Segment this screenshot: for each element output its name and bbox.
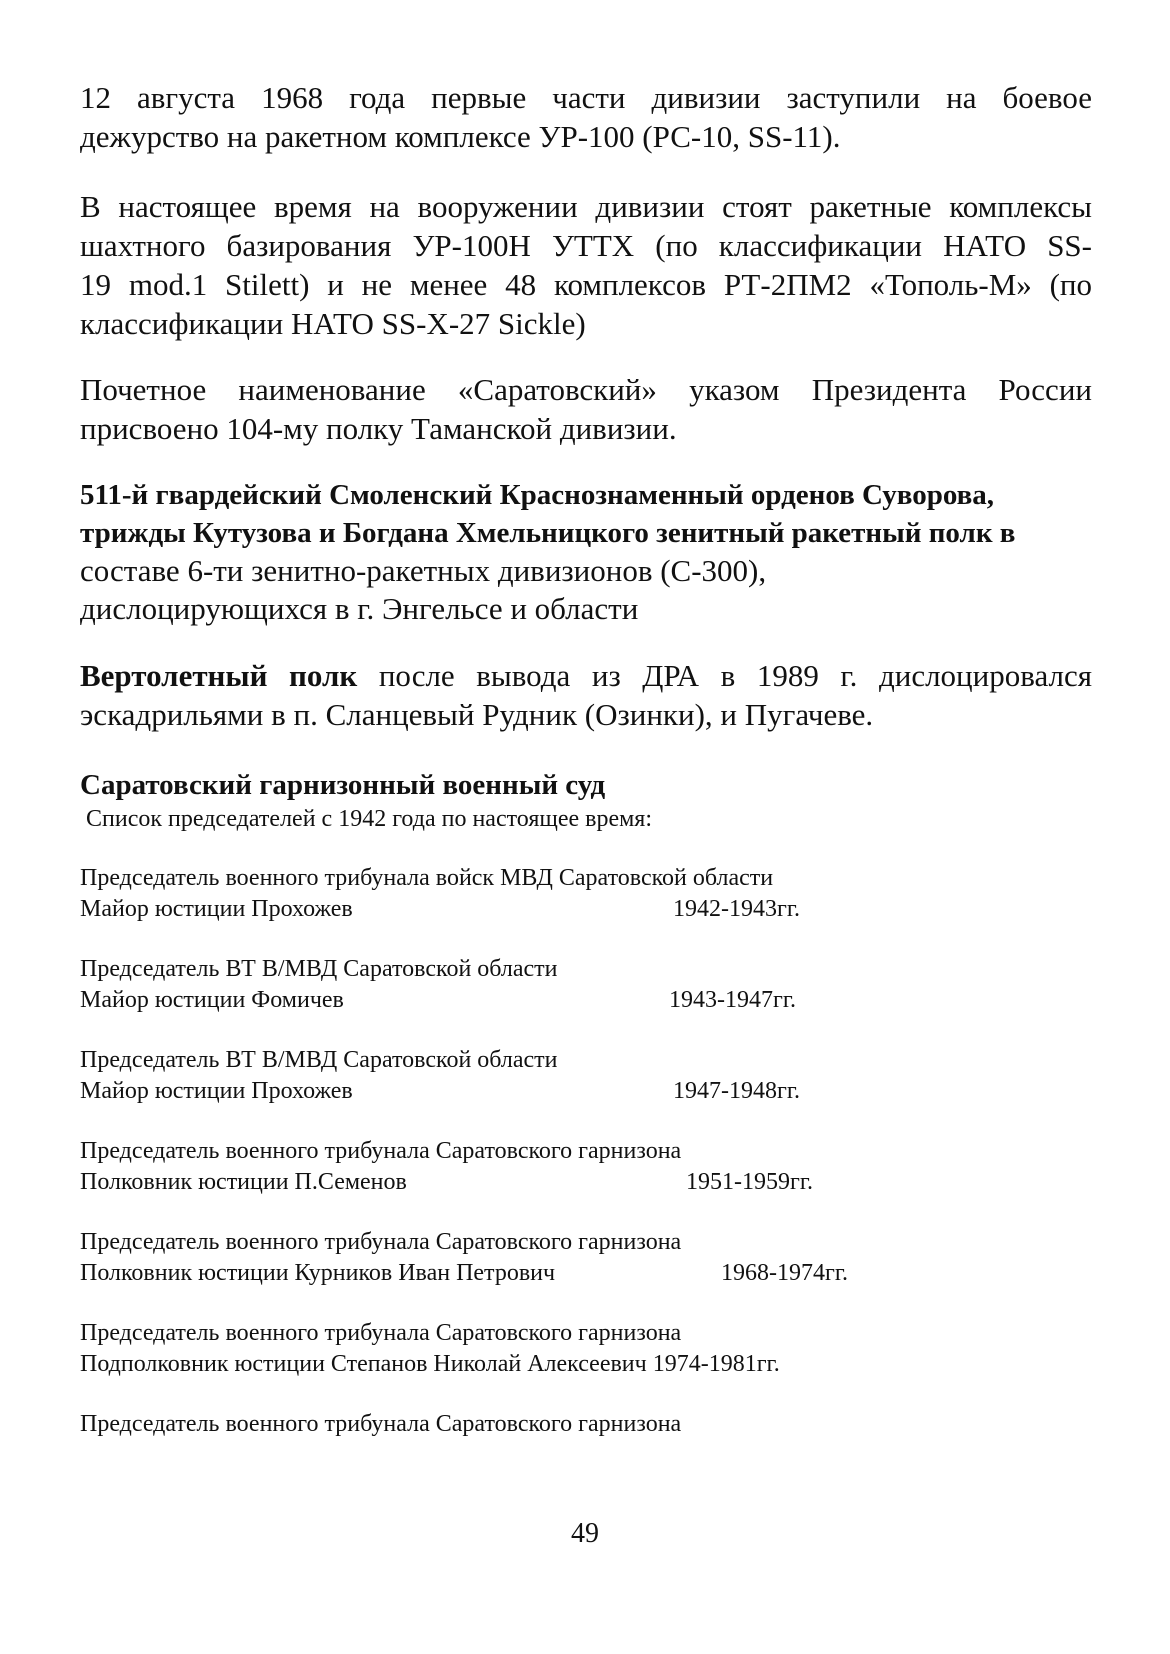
paragraph-line: 12 августа 1968 года первые части дивизии заступили на боевое	[80, 80, 1092, 115]
court-heading: Саратовский гарнизонный военный суд	[80, 769, 606, 801]
paragraph-helicopter-regiment	[80, 656, 1092, 734]
paragraph-line: эскадрильями в п. Сланцевый Рудник (Озинки), и Пугачеве.	[80, 697, 874, 732]
chairman-entry	[80, 1136, 813, 1198]
chairman-person-name: Подполковник юстиции Степанов Николай Алексеевич	[80, 1351, 647, 1377]
paragraph-line: классификации НАТО SS-X-27 Sickle)	[80, 306, 586, 341]
chairman-years: 1968-1974гг.	[721, 1260, 848, 1286]
chairman-years: 1974-1981гг.	[652, 1351, 780, 1377]
paragraph-line: Почетное наименование «Саратовский» указом Президента России	[80, 372, 1092, 407]
paragraph-line: дислоцирующихся в г. Энгельсе и области	[80, 591, 639, 626]
page-number: 49	[571, 1518, 599, 1549]
paragraph-missile-duty	[80, 78, 1092, 156]
paragraph-line: 19 mod.1 Stilett) и не менее 48 комплексов РТ-2ПМ2 «Тополь-М» (по	[80, 267, 1092, 302]
regiment-title-line: 511-й гвардейский Смоленский Краснознаменный орденов Суворова,	[80, 479, 995, 511]
chairman-title: Председатель военного трибунала Саратовского гарнизона	[80, 1320, 682, 1346]
chairman-title: Председатель военного трибунала Саратовского гарнизона	[80, 1138, 682, 1164]
paragraph-line	[80, 656, 1092, 695]
paragraph-honorary-name	[80, 370, 1092, 448]
chairman-person: Полковник юстиции Курников Иван Петрович	[80, 1260, 556, 1286]
chairman-entry	[80, 1045, 800, 1107]
paragraph-line: присвоено 104-му полку Таманской дивизии.	[80, 411, 677, 446]
regiment-title-line: трижды Кутузова и Богдана Хмельницкого зенитный ракетный полк в	[80, 517, 1016, 549]
chairman-title: Председатель военного трибунала войск МВД Саратовской области	[80, 865, 774, 891]
chairman-entry	[80, 1409, 681, 1440]
paragraph-line-rest: после вывода из ДРА в 1989 г. дислоцировался	[357, 658, 1092, 693]
chairman-years: 1943-1947гг.	[669, 987, 796, 1013]
chairman-title: Председатель военного трибунала Саратовского гарнизона	[80, 1411, 682, 1437]
chairman-entry	[80, 954, 796, 1016]
paragraph-line: шахтного базирования УР-100Н УТТХ (по классификации НАТО SS-	[80, 228, 1092, 263]
paragraph-line: дежурство на ракетном комплексе УР-100 (РС-10, SS-11).	[80, 119, 841, 154]
chairman-person	[80, 1349, 780, 1380]
chairman-entry	[80, 863, 800, 925]
chairman-years: 1947-1948гг.	[673, 1078, 800, 1104]
court-subheading: Список председателей с 1942 года по настоящее время:	[86, 806, 653, 832]
chairman-title: Председатель ВТ В/МВД Саратовской области	[80, 956, 558, 982]
paragraph-armament	[80, 187, 1092, 343]
chairman-entry	[80, 1227, 848, 1289]
paragraph-line: составе 6-ти зенитно-ракетных дивизионов (С-300),	[80, 553, 767, 588]
chairman-years: 1942-1943гг.	[673, 896, 800, 922]
chairman-title: Председатель военного трибунала Саратовского гарнизона	[80, 1229, 682, 1255]
chairman-entry	[80, 1318, 780, 1380]
paragraph-air-defense-regiment	[80, 476, 1092, 628]
chairman-person: Полковник юстиции П.Семенов	[80, 1169, 407, 1195]
helicopter-regiment-label: Вертолетный полк	[80, 658, 358, 693]
paragraph-line: В настоящее время на вооружении дивизии стоят ракетные комплексы	[80, 189, 1092, 224]
chairman-person: Майор юстиции Прохожев	[80, 896, 353, 922]
chairman-person: Майор юстиции Прохожев	[80, 1078, 353, 1104]
chairman-title: Председатель ВТ В/МВД Саратовской области	[80, 1047, 558, 1073]
chairman-years: 1951-1959гг.	[686, 1169, 813, 1195]
chairman-person: Майор юстиции Фомичев	[80, 987, 344, 1013]
